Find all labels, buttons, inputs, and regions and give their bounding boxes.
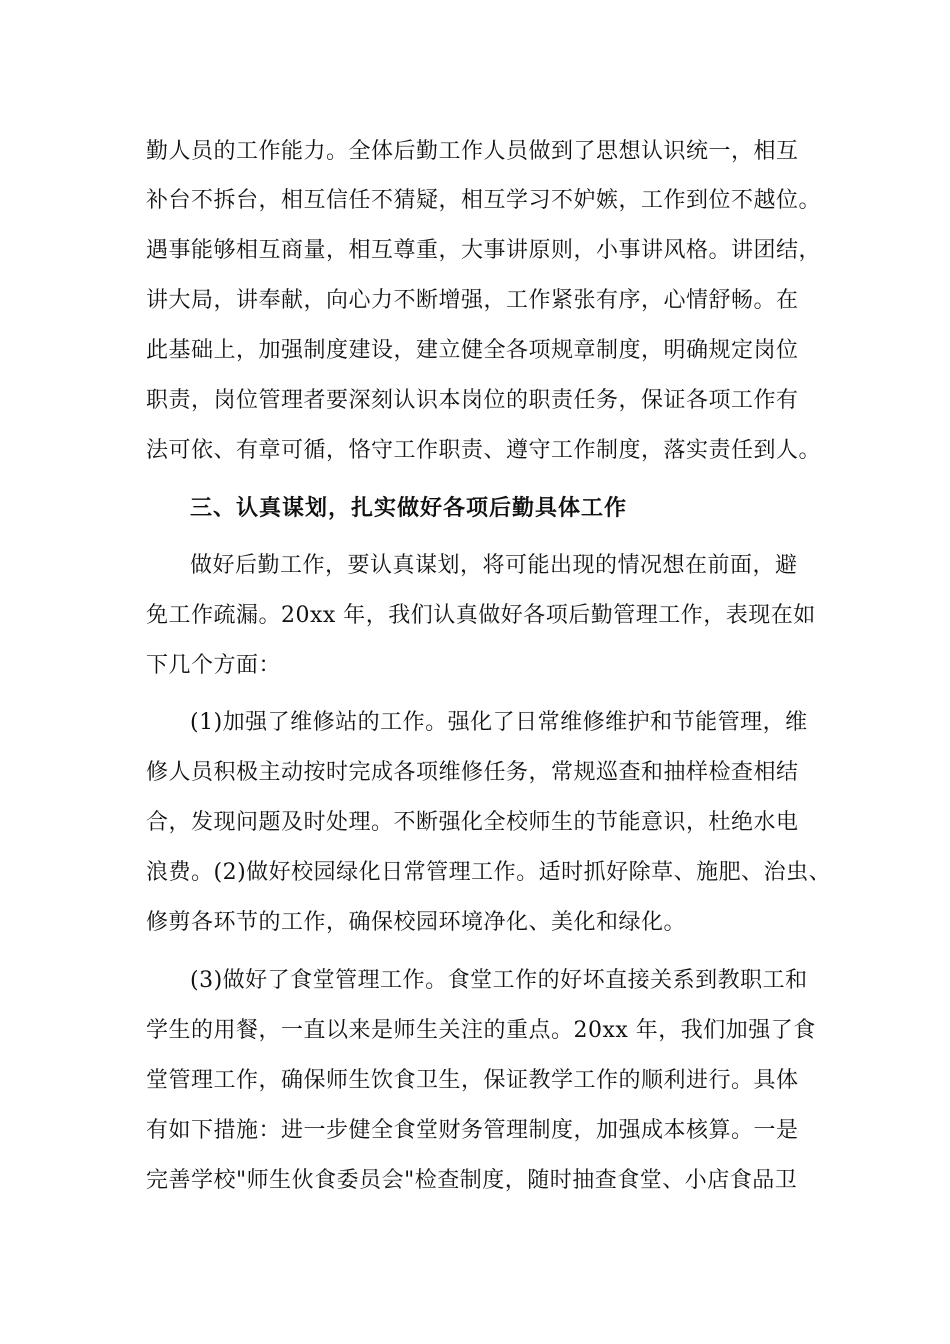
text-line: 做好后勤工作，要认真谋划，将可能出现的情况想在前面，避 — [190, 553, 798, 578]
text-line: 堂管理工作，确保师生饮食卫生，保证教学工作的顺利进行。具体 — [146, 1068, 799, 1093]
text-line: (3)做好了食堂管理工作。食堂工作的好坏直接关系到教职工和 — [190, 968, 808, 993]
text-line: 讲大局，讲奉献，向心力不断增强，工作紧张有序，心情舒畅。在 — [146, 288, 799, 313]
text-line: 遇事能够相互商量，相互尊重，大事讲原则，小事讲风格。讲团结， — [146, 238, 822, 263]
text-line: 完善学校"师生伙食委员会"检查制度，随时抽查食堂、小店食品卫 — [146, 1168, 798, 1193]
text-line: 此基础上，加强制度建设，建立健全各项规章制度，明确规定岗位 — [146, 338, 799, 363]
text-line: 浪费。(2)做好校园绿化日常管理工作。适时抓好除草、施肥、治虫、 — [146, 860, 832, 885]
text-line: 修剪各环节的工作，确保校园环境净化、美化和绿化。 — [146, 910, 687, 935]
text-line: 学生的用餐，一直以来是师生关注的重点。20xx 年，我们加强了食 — [146, 1018, 816, 1043]
text-line: 法可依、有章可循，恪守工作职责、遵守工作制度，落实责任到人。 — [146, 438, 822, 463]
text-line: 勤人员的工作能力。全体后勤工作人员做到了思想认识统一，相互 — [146, 139, 799, 164]
text-line: 补台不拆台，相互信任不猜疑，相互学习不妒嫉，工作到位不越位。 — [146, 188, 822, 213]
text-line: 免工作疏漏。20xx 年，我们认真做好各项后勤管理工作，表现在如 — [146, 603, 816, 628]
text-line: 有如下措施：进一步健全食堂财务管理制度，加强成本核算。一是 — [146, 1118, 799, 1143]
text-line: 职责，岗位管理者要深刻认识本岗位的职责任务，保证各项工作有 — [146, 388, 799, 413]
text-line: 合，发现问题及时处理。不断强化全校师生的节能意识，杜绝水电 — [146, 810, 799, 835]
text-line: 下几个方面： — [146, 653, 282, 678]
text-line: (1)加强了维修站的工作。强化了日常维修维护和节能管理，维 — [190, 710, 808, 735]
section-heading: 三、认真谋划，扎实做好各项后勤具体工作 — [190, 496, 628, 521]
text-line: 修人员积极主动按时完成各项维修任务，常规巡查和抽样检查相结 — [146, 760, 799, 785]
